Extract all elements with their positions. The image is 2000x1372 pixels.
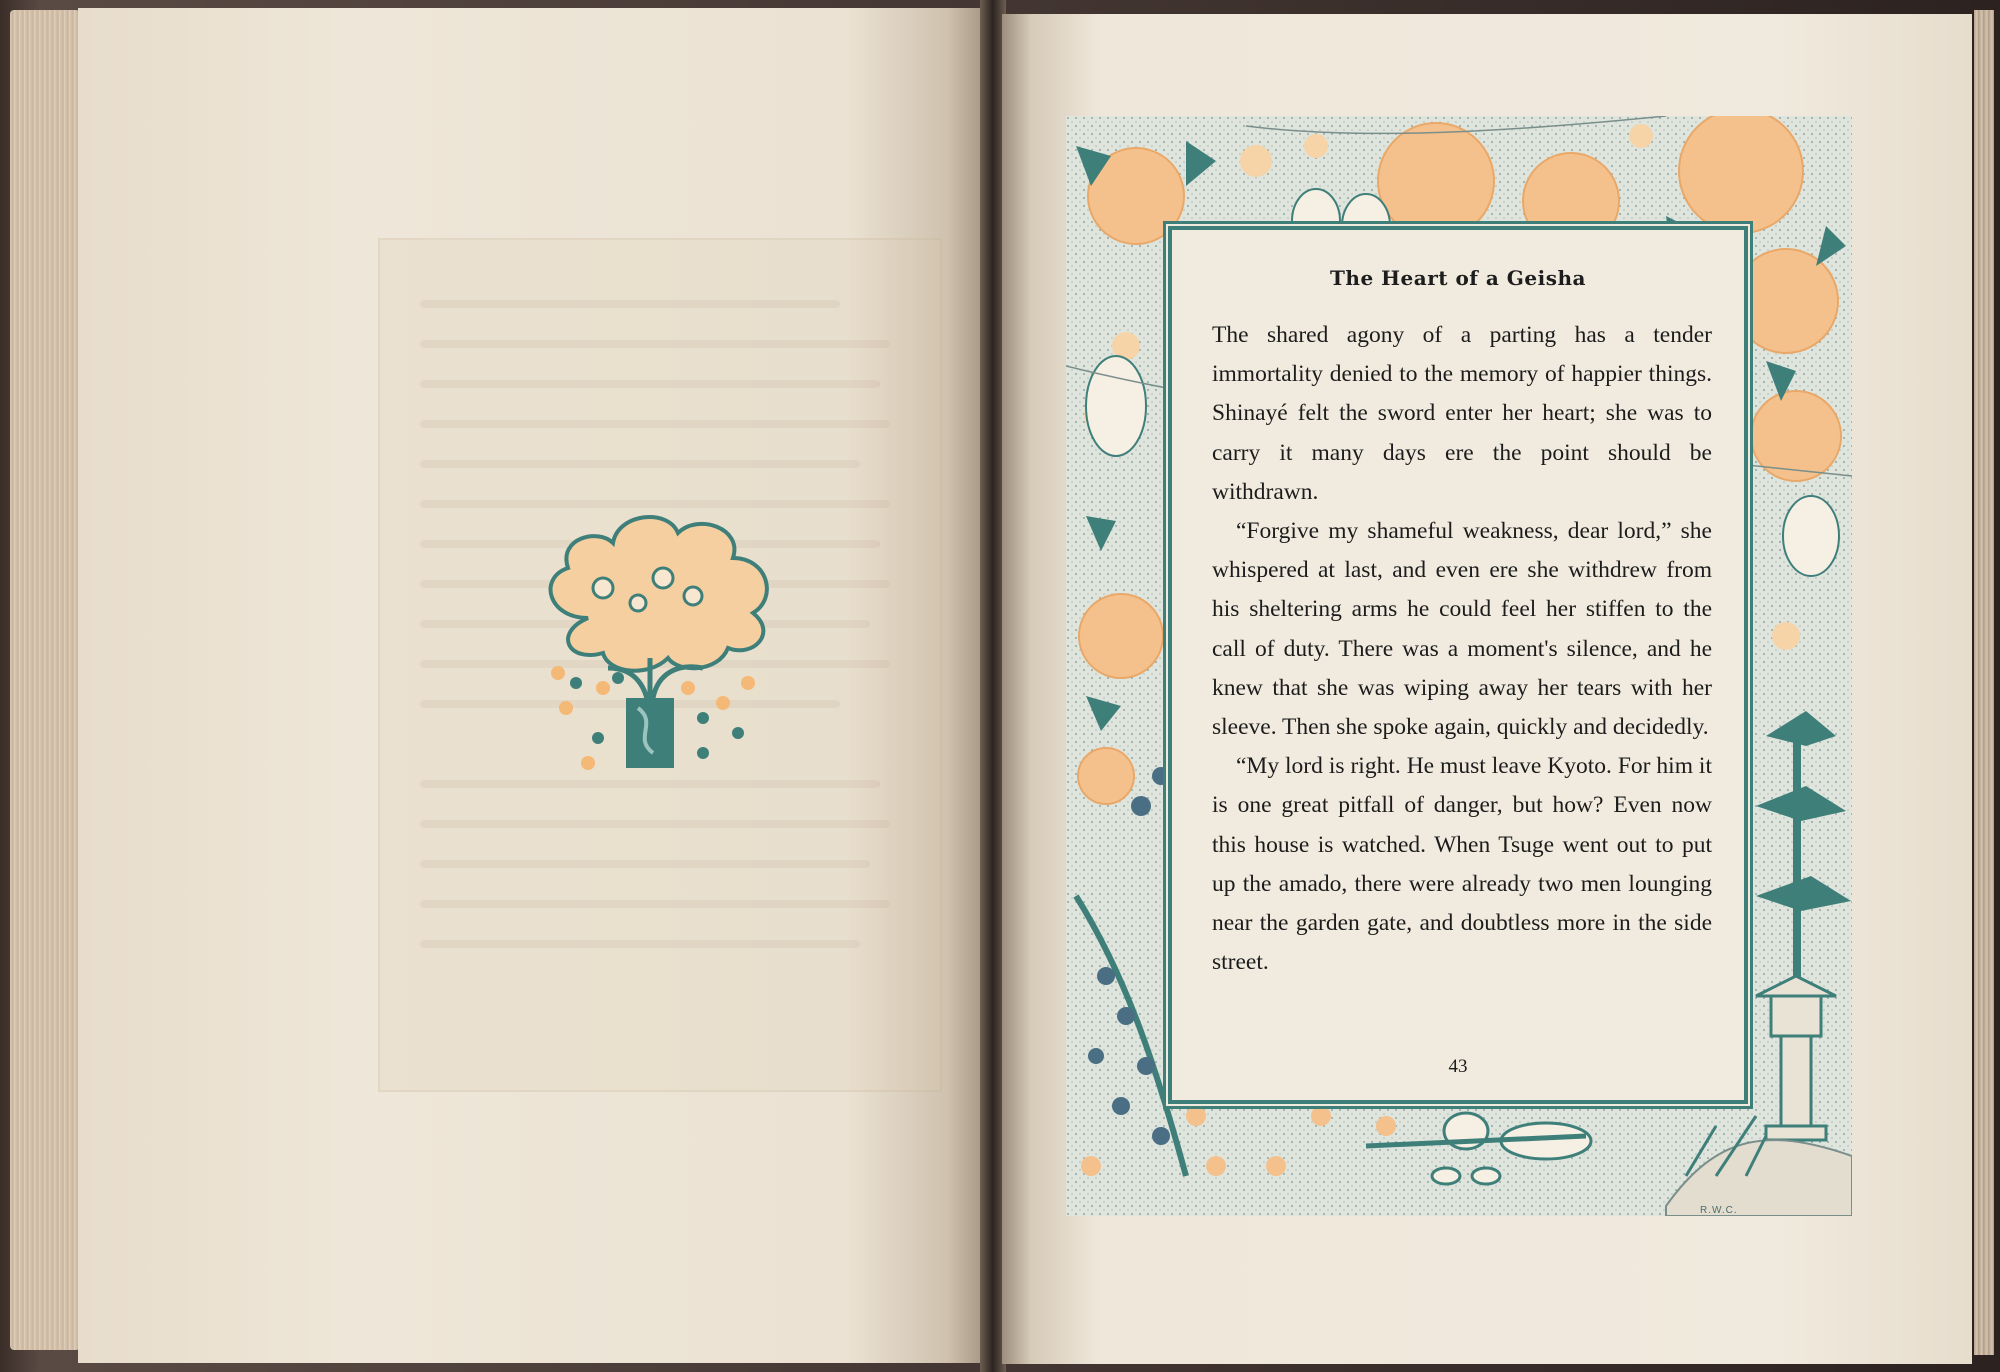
page-number: 43 (1448, 1056, 1468, 1077)
text-panel (1168, 226, 1748, 1104)
tree-vignette-icon (528, 508, 788, 778)
body-text (1212, 316, 1712, 982)
paragraph-1: The shared agony of a parting has a tender immortality denied to the memory of happier things. Shinayé felt the sword enter her heart; she was to carry it many days ere the point should be withdrawn. (1212, 322, 1712, 505)
artist-signature: R.W.C. (1700, 1205, 1738, 1216)
running-head: The Heart of a Geisha (1330, 266, 1586, 290)
paragraph-3: “My lord is right. He must leave Kyoto. For him it is one great pitfall of danger, but how? Even now this house is watched. When Tsuge went out to put up the amado, there were already two men lounging near the garden gate, and doubtless more in the side street. (1212, 753, 1712, 976)
paragraph-2: “Forgive my shameful weakness, dear lord,” she whispered at last, and even ere she withdrew from his sheltering arms he could feel her stiffen to the call of duty. There was a moment's silence, and he knew that she was wiping away her tears with her sleeve. Then she spoke again, quickly and decidedly. (1212, 518, 1712, 741)
left-page-edges (10, 10, 80, 1350)
left-page (78, 8, 983, 1363)
right-page-edges (1974, 10, 1994, 1355)
